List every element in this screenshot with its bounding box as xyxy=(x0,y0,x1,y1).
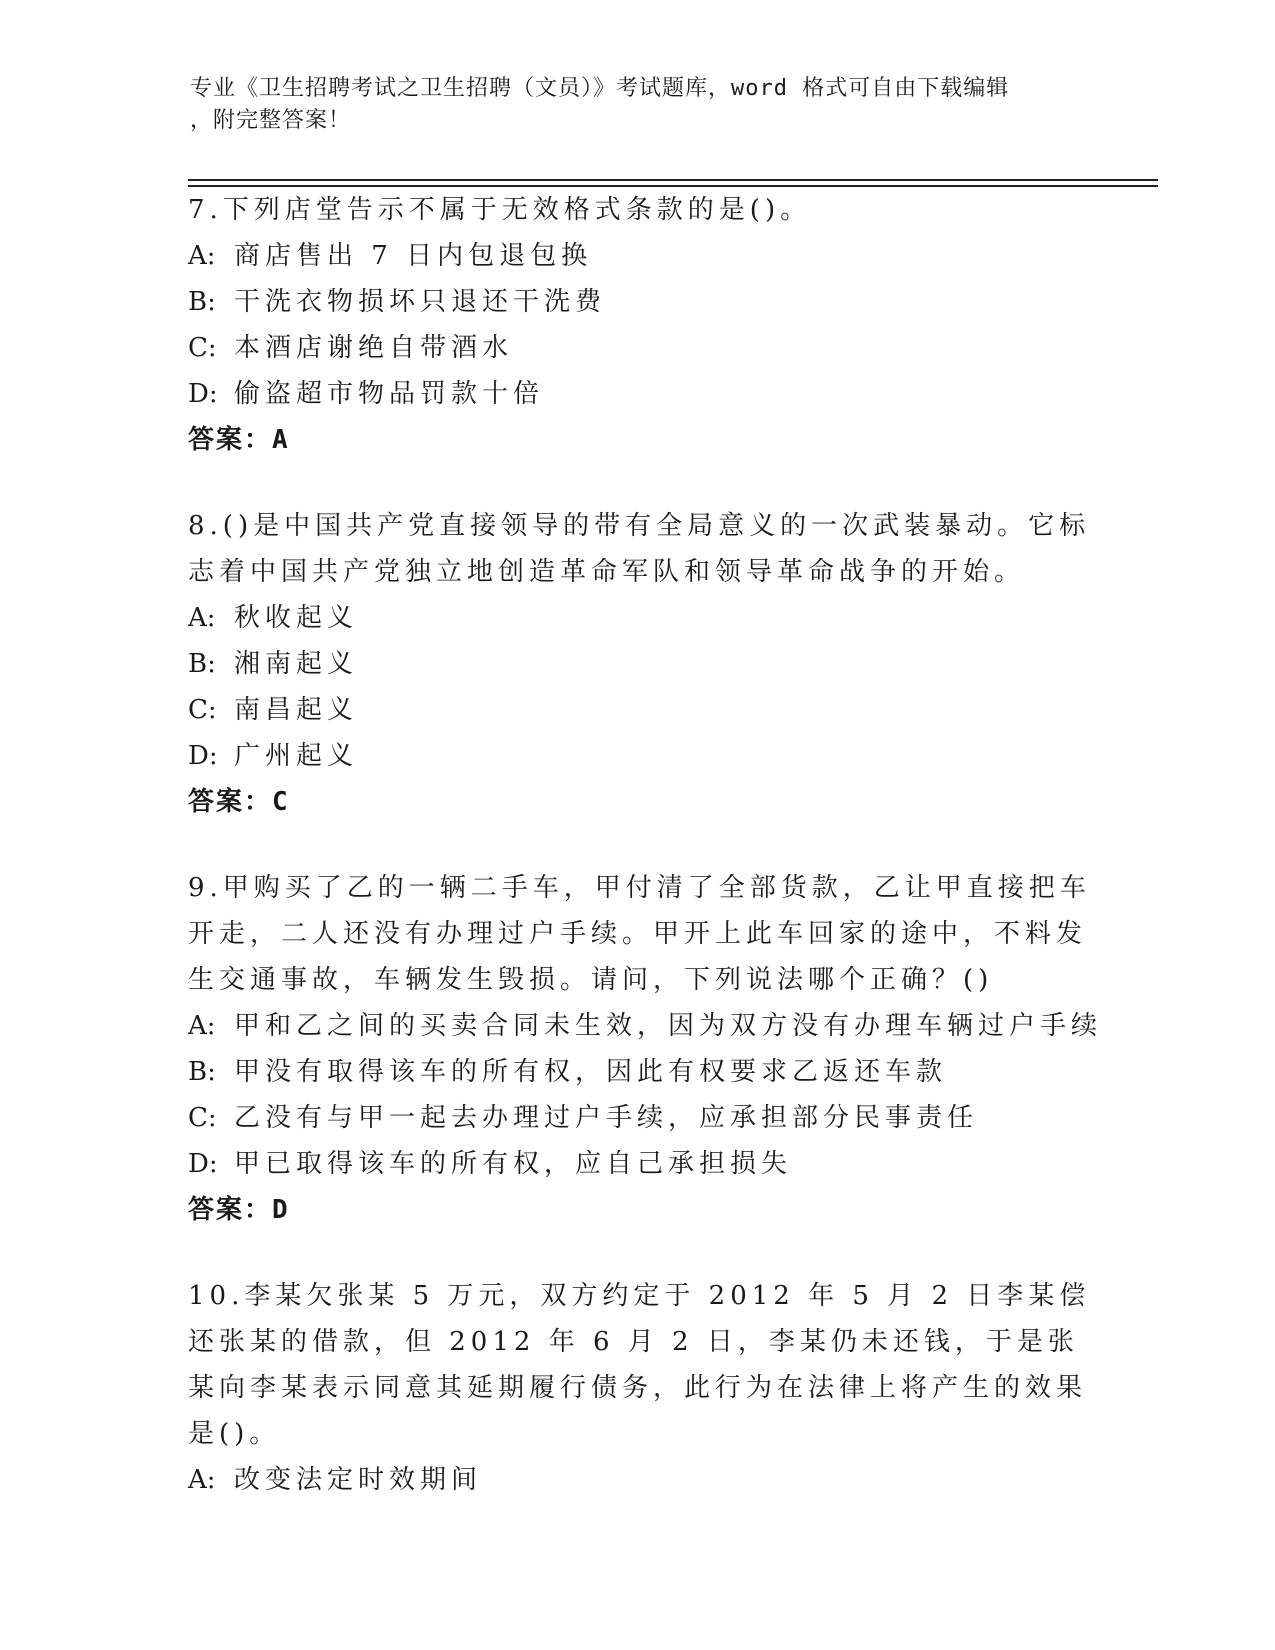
option-a xyxy=(188,1003,1108,1049)
option-d xyxy=(188,733,1108,779)
answer-line: 答案：D xyxy=(188,1195,290,1225)
header-divider-top xyxy=(188,179,1158,181)
option-key: D: xyxy=(188,741,218,771)
option-text: 甲已取得该车的所有权，应自己承担损失 xyxy=(234,1149,793,1179)
question-stem: 9.甲购买了乙的一辆二手车，甲付清了全部货款，乙让甲直接把车开走，二人还没有办理过户手续。甲开上此车回家的途中，不料发生交通事故，车辆发生毁损。请问，下列说法哪个正确？() xyxy=(188,873,1091,995)
option-b xyxy=(188,641,1108,687)
option-d xyxy=(188,371,1108,417)
option-key: D: xyxy=(188,379,218,409)
question-stem: 8.()是中国共产党直接领导的带有全局意义的一次武装暴动。它标志着中国共产党独立地创造革命军队和领导革命战争的开始。 xyxy=(188,511,1091,587)
option-key: C: xyxy=(188,1103,217,1133)
answer-line: 答案：C xyxy=(188,787,290,817)
answer-line: 答案：A xyxy=(188,425,290,455)
question-7 xyxy=(188,187,1108,463)
option-b xyxy=(188,279,1108,325)
option-text: 甲和乙之间的买卖合同未生效，因为双方没有办理车辆过户手续 xyxy=(234,1011,1103,1041)
option-key: C: xyxy=(188,333,217,363)
option-text: 乙没有与甲一起去办理过户手续，应承担部分民事责任 xyxy=(234,1103,979,1133)
question-10 xyxy=(188,1273,1108,1503)
option-a xyxy=(188,1457,1108,1503)
option-b xyxy=(188,1049,1108,1095)
option-key: A: xyxy=(188,1465,216,1495)
option-c xyxy=(188,1095,1108,1141)
option-text: 湘南起义 xyxy=(234,649,359,679)
option-a xyxy=(188,595,1108,641)
option-c xyxy=(188,687,1108,733)
header-line-2: ，附完整答案！ xyxy=(190,108,352,133)
option-key: B: xyxy=(188,1057,216,1087)
option-d xyxy=(188,1141,1108,1187)
option-text: 广州起义 xyxy=(234,741,359,771)
option-key: B: xyxy=(188,649,216,679)
option-text: 甲没有取得该车的所有权，因此有权要求乙返还车款 xyxy=(234,1057,948,1087)
option-text: 南昌起义 xyxy=(234,695,359,725)
option-a xyxy=(188,233,1108,279)
document-header xyxy=(190,73,1080,137)
option-key: C: xyxy=(188,695,217,725)
option-key: B: xyxy=(188,287,216,317)
option-text: 偷盗超市物品罚款十倍 xyxy=(234,379,545,409)
option-text: 改变法定时效期间 xyxy=(234,1465,483,1495)
option-text: 商店售出 7 日内包退包换 xyxy=(234,241,593,271)
option-c xyxy=(188,325,1108,371)
header-line-1: 专业《卫生招聘考试之卫生招聘（文员）》考试题库，word 格式可自由下载编辑 xyxy=(190,76,1010,101)
option-key: A: xyxy=(188,1011,216,1041)
option-text: 秋收起义 xyxy=(234,603,359,633)
question-9 xyxy=(188,865,1108,1233)
option-text: 干洗衣物损坏只退还干洗费 xyxy=(234,287,607,317)
question-8 xyxy=(188,503,1108,825)
option-text: 本酒店谢绝自带酒水 xyxy=(234,333,514,363)
question-stem: 10.李某欠张某 5 万元，双方约定于 2012 年 5 月 2 日李某偿还张某的借款，但 2012 年 6 月 2 日，李某仍未还钱，于是张某向李某表示同意其延期履行债务，此行为在法律上将产生的效果是()。 xyxy=(188,1281,1091,1449)
question-list xyxy=(188,187,1108,1543)
option-key: D: xyxy=(188,1149,218,1179)
question-stem: 7.下列店堂告示不属于无效格式条款的是()。 xyxy=(188,195,812,225)
option-key: A: xyxy=(188,603,216,633)
option-key: A: xyxy=(188,241,216,271)
